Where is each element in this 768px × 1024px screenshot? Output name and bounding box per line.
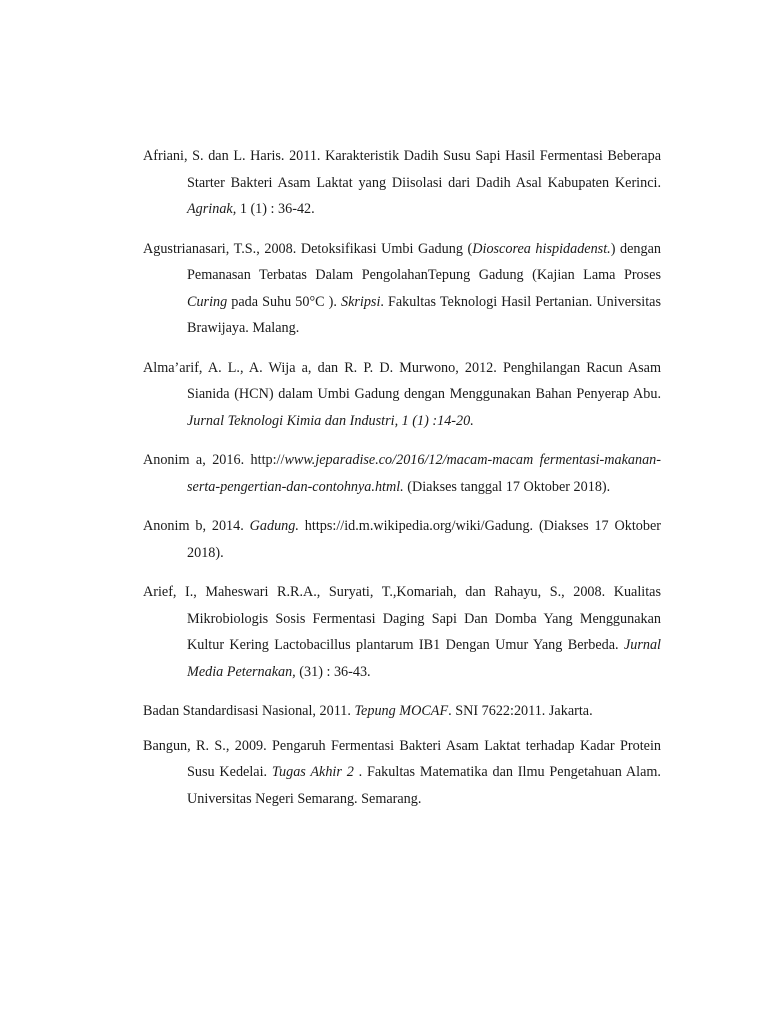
- reference-entry-bsn: Badan Standardisasi Nasional, 2011. Tepung MOCAF. SNI 7622:2011. Jakarta.: [143, 703, 593, 719]
- reference-list: [143, 143, 661, 825]
- reference-entry-arief: Arief, I., Maheswari R.R.A., Suryati, T.,Komariah, dan Rahayu, S., 2008. Kualitas Mikrobiologis Sosis Fermentasi Daging Sapi Dan Domba Yang Menggunakan Kultur Kering Lactobacillus plantarum IB1 Dengan Umur Yang Berbeda. Jurnal Media Peternakan, (31) : 36-43.: [143, 584, 661, 680]
- reference-entry-almaarif: Alma’arif, A. L., A. Wija a, dan R. P. D. Murwono, 2012. Penghilangan Racun Asam Sianida (HCN) dalam Umbi Gadung dengan Menggunakan Bahan Penyerap Abu. Jurnal Teknologi Kimia dan Industri, 1 (1) :14-20.: [143, 359, 661, 429]
- reference-entry-agustrianasari: Agustrianasari, T.S., 2008. Detoksifikasi Umbi Gadung (Dioscorea hispidadenst.) dengan Pemanasan Terbatas Dalam PengolahanTepung Gadung (Kajian Lama Proses Curing pada Suhu 50°C ). Skripsi. Fakultas Teknologi Hasil Pertanian. Universitas Brawijaya. Malang.: [143, 240, 661, 336]
- reference-entry-afriani: Afriani, S. dan L. Haris. 2011. Karakteristik Dadih Susu Sapi Hasil Fermentasi Beberapa Starter Bakteri Asam Laktat yang Diisolasi dari Dadih Asal Kabupaten Kerinci. Agrinak, 1 (1) : 36-42.: [143, 148, 661, 217]
- reference-entry-anonim-b: Anonim b, 2014. Gadung. https://id.m.wikipedia.org/wiki/Gadung. (Diakses 17 Oktober 2018).: [143, 518, 661, 561]
- reference-url[interactable]: www.jeparadise.co/2016/12/macam-macam fermentasi-makanan-serta-pengertian-dan-contohnya.html.: [187, 452, 661, 495]
- reference-entry-bangun: Bangun, R. S., 2009. Pengaruh Fermentasi Bakteri Asam Laktat terhadap Kadar Protein Susu Kedelai. Tugas Akhir 2 . Fakultas Matematika dan Ilmu Pengetahuan Alam. Universitas Negeri Semarang. Semarang.: [143, 737, 661, 807]
- reference-entry-anonim-a: Anonim a, 2016. http://www.jeparadise.co/2016/12/macam-macam fermentasi-makanan-serta-pengertian-dan-contohnya.html. (Diakses tanggal 17 Oktober 2018).: [143, 452, 661, 495]
